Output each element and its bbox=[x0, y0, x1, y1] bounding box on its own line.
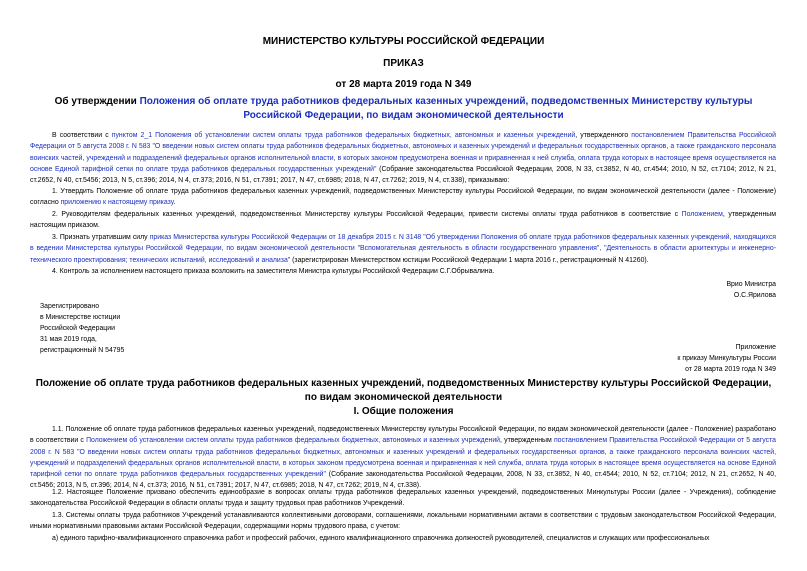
signature-position: Врио Министра bbox=[726, 281, 776, 288]
intro-link-clause[interactable]: пунктом 2_1 Положения об установлении систем оплаты труда работников федеральных бюджетных, автономных и казенных учреждений bbox=[111, 132, 576, 139]
item-1-end: . bbox=[173, 199, 176, 207]
doc-date: от 28 марта 2019 года N 349 bbox=[335, 79, 472, 90]
clause-1-1 bbox=[30, 424, 776, 492]
registration-line: в Министерстве юстиции bbox=[40, 314, 121, 321]
item-3-link[interactable]: приказ Министерства культуры Российской Федерации от 18 декабря 2015 г. N 3148 "Об утверждении Положения об оплате труда работников федеральных казенных учреждений, находящихся в ведении Министерства культуры Российской Федерации, по видам экономической деятельности "Вспомогательная деятельность в области государственного управления", "Деятельность в области архитектуры и инженерно-технического проектирования; технических испытаний, исследований и анализа" bbox=[30, 234, 777, 264]
item-4: 4. Контроль за исполнением настоящего приказа возложить на заместителя Министра культуры Российской Федерации С.Г.Обрывалина. bbox=[52, 268, 495, 275]
registration-block bbox=[40, 301, 124, 356]
appendix-reference bbox=[677, 342, 776, 375]
item-1-text: 1. Утвердить Положение об оплате труда работников федеральных казенных учреждений, подведомственных Министерству культуры Российской Федерации, по видам экономической деятельности (далее - Положение) согласно bbox=[30, 188, 776, 207]
intro-text-1: В соответствии с bbox=[52, 132, 112, 139]
order-title-link[interactable]: Положения об оплате труда работников федеральных казенных учреждений, подведомственных Министерству культуры Российской Федерации, по видам экономической деятельности bbox=[139, 96, 753, 121]
appendix-ref-line: Приложение bbox=[735, 344, 776, 351]
item-2-end: , утвержденным настоящим приказом. bbox=[30, 211, 776, 230]
intro-text-3: (Собрание законодательства Российской Федерации, 2008, N 33, ст.3852, N 40, ст.4544; 2010, N 52, ст.7104; 2012, N 21, ст.2652, N 40, ст.5456; 2013, N 5, ст.396; 2014, N 4, ст.373; 2016, N 51, ст.7391; 2017, N 47, ст.6985; 2018, N 47, ст.7262; 2019, N 4, ст.338), приказываю: bbox=[30, 165, 777, 185]
intro-text-2: , утвержденного bbox=[575, 132, 632, 139]
appendix-ref-line: к приказу Минкультуры России bbox=[677, 355, 776, 362]
registration-line: регистрационный N 54795 bbox=[40, 347, 125, 354]
ministry-heading: МИНИСТЕРСТВО КУЛЬТУРЫ РОССИЙСКОЙ ФЕДЕРАЦИИ bbox=[262, 36, 545, 47]
clause-1-1-link-regulation[interactable]: Положением об установлении систем оплаты труда работников федеральных бюджетных, автономных и казенных учреждений bbox=[86, 437, 501, 445]
registration-line: Зарегистрировано bbox=[40, 303, 100, 310]
item-1-link[interactable]: приложению к настоящему приказу bbox=[60, 199, 174, 207]
signature-name: О.С.Ярилова bbox=[733, 292, 776, 299]
clause-1-2: 1.2. Настоящее Положение призвано обеспечить единообразие в вопросах оплаты труда работников федеральных казенных учреждений, подведомственных Минкультуры России (далее - Учреждения), соблюдение законодательства Российской Федерации в области оплаты труда и защиту трудовых прав работников Учреждений. bbox=[30, 489, 776, 508]
item-3-end: (зарегистрирован Министерством юстиции Российской Федерации 1 марта 2016 г., регистрационный N 41260). bbox=[290, 256, 649, 264]
clause-1-1-text-1: 1.1. Положение об оплате труда работников федеральных казенных учреждений, подведомственных Министерству культуры Российской Федерации, по видам экономической деятельности (далее - Положение) разработано в соответствии с bbox=[30, 426, 776, 445]
clause-1-1-text-3: (Собрание законодательства Российской Федерации, 2008, N 33, ст.3852, N 40, ст.4544; 2010, N 52, ст.7104; 2012, N 21, ст.2652, N 40, ст.5456; 2013, N 5, ст.396; 2014, N 4, ст.373; 2016, N 51, ст.7391; 2017, N 47, ст.6985; 2018, N 47, ст.7262; 2019, N 4, ст.338). bbox=[30, 471, 776, 490]
clause-1-1-link-decree[interactable]: постановлением Правительства Российской Федерации от 5 августа 2008 г. N 583 "О введении новых систем оплаты труда работников федеральных бюджетных, автономных и казенных учреждений и федеральных государственных органов, а также гражданского персонала воинских частей, учреждений и подразделений федеральных органов исполнительной власти, в которых законом предусмотрена военная и приравненная к ней служба, оплата труда которых в настоящее время осуществляется на основе Единой тарифной сетки по оплате труда работников федеральных государственных учреждений" bbox=[30, 437, 776, 479]
item-1 bbox=[30, 186, 776, 209]
intro-paragraph bbox=[30, 130, 776, 186]
clause-1-1-text-2: , утвержденным bbox=[500, 437, 554, 445]
order-title bbox=[30, 95, 777, 123]
appendix-ref-line: от 28 марта 2019 года N 349 bbox=[685, 366, 776, 373]
clause-1-3-a: а) единого тарифно-квалификационного справочника работ и профессий рабочих, единого квалификационного справочника должностей руководителей, специалистов и служащих или профессиональных bbox=[52, 535, 710, 542]
item-3 bbox=[30, 232, 776, 266]
order-title-prefix: Об утверждении bbox=[54, 96, 140, 107]
registration-line: Российской Федерации bbox=[40, 325, 115, 332]
appendix-title: Положение об оплате труда работников федеральных казенных учреждений, подведомственных Министерству культуры Российской Федерации, по видам экономической деятельности bbox=[35, 378, 772, 403]
item-2-text: 2. Руководителям федеральных казенных учреждений, подведомственных Министерству культуры Российской Федерации, привести системы оплаты труда работников в соответствие с bbox=[52, 211, 682, 218]
section-title: I. Общие положения bbox=[353, 406, 454, 417]
item-2 bbox=[30, 209, 776, 232]
registration-line: 31 мая 2019 года, bbox=[40, 336, 97, 343]
doc-type-heading: ПРИКАЗ bbox=[383, 58, 424, 69]
item-3-text: 3. Признать утратившим силу bbox=[52, 234, 150, 241]
clause-1-3: 1.3. Системы оплаты труда работников Учреждений устанавливаются коллективными договорами, соглашениями, локальными нормативными актами в соответствии с трудовым законодательством Российской Федерации, иными нормативными правовыми актами Российской Федерации, содержащими нормы трудового права, с учетом: bbox=[30, 512, 776, 531]
item-2-link[interactable]: Положением bbox=[681, 211, 723, 218]
signature-block bbox=[726, 279, 776, 301]
intro-link-decree[interactable]: постановлением Правительства Российской Федерации от 5 августа 2008 г. N 583 "О введении новых систем оплаты труда работников федеральных бюджетных, автономных и казенных учреждений и федеральных государственных органов, а также гражданского персонала воинских частей, учреждений и подразделений федеральных органов исполнительной власти, в которых законом предусмотрена военная и приравненная к ней служба, оплата труда которых в настоящее время осуществляется на основе Единой тарифной сетки по оплате труда работников федеральных государственных учреждений" bbox=[30, 132, 776, 173]
